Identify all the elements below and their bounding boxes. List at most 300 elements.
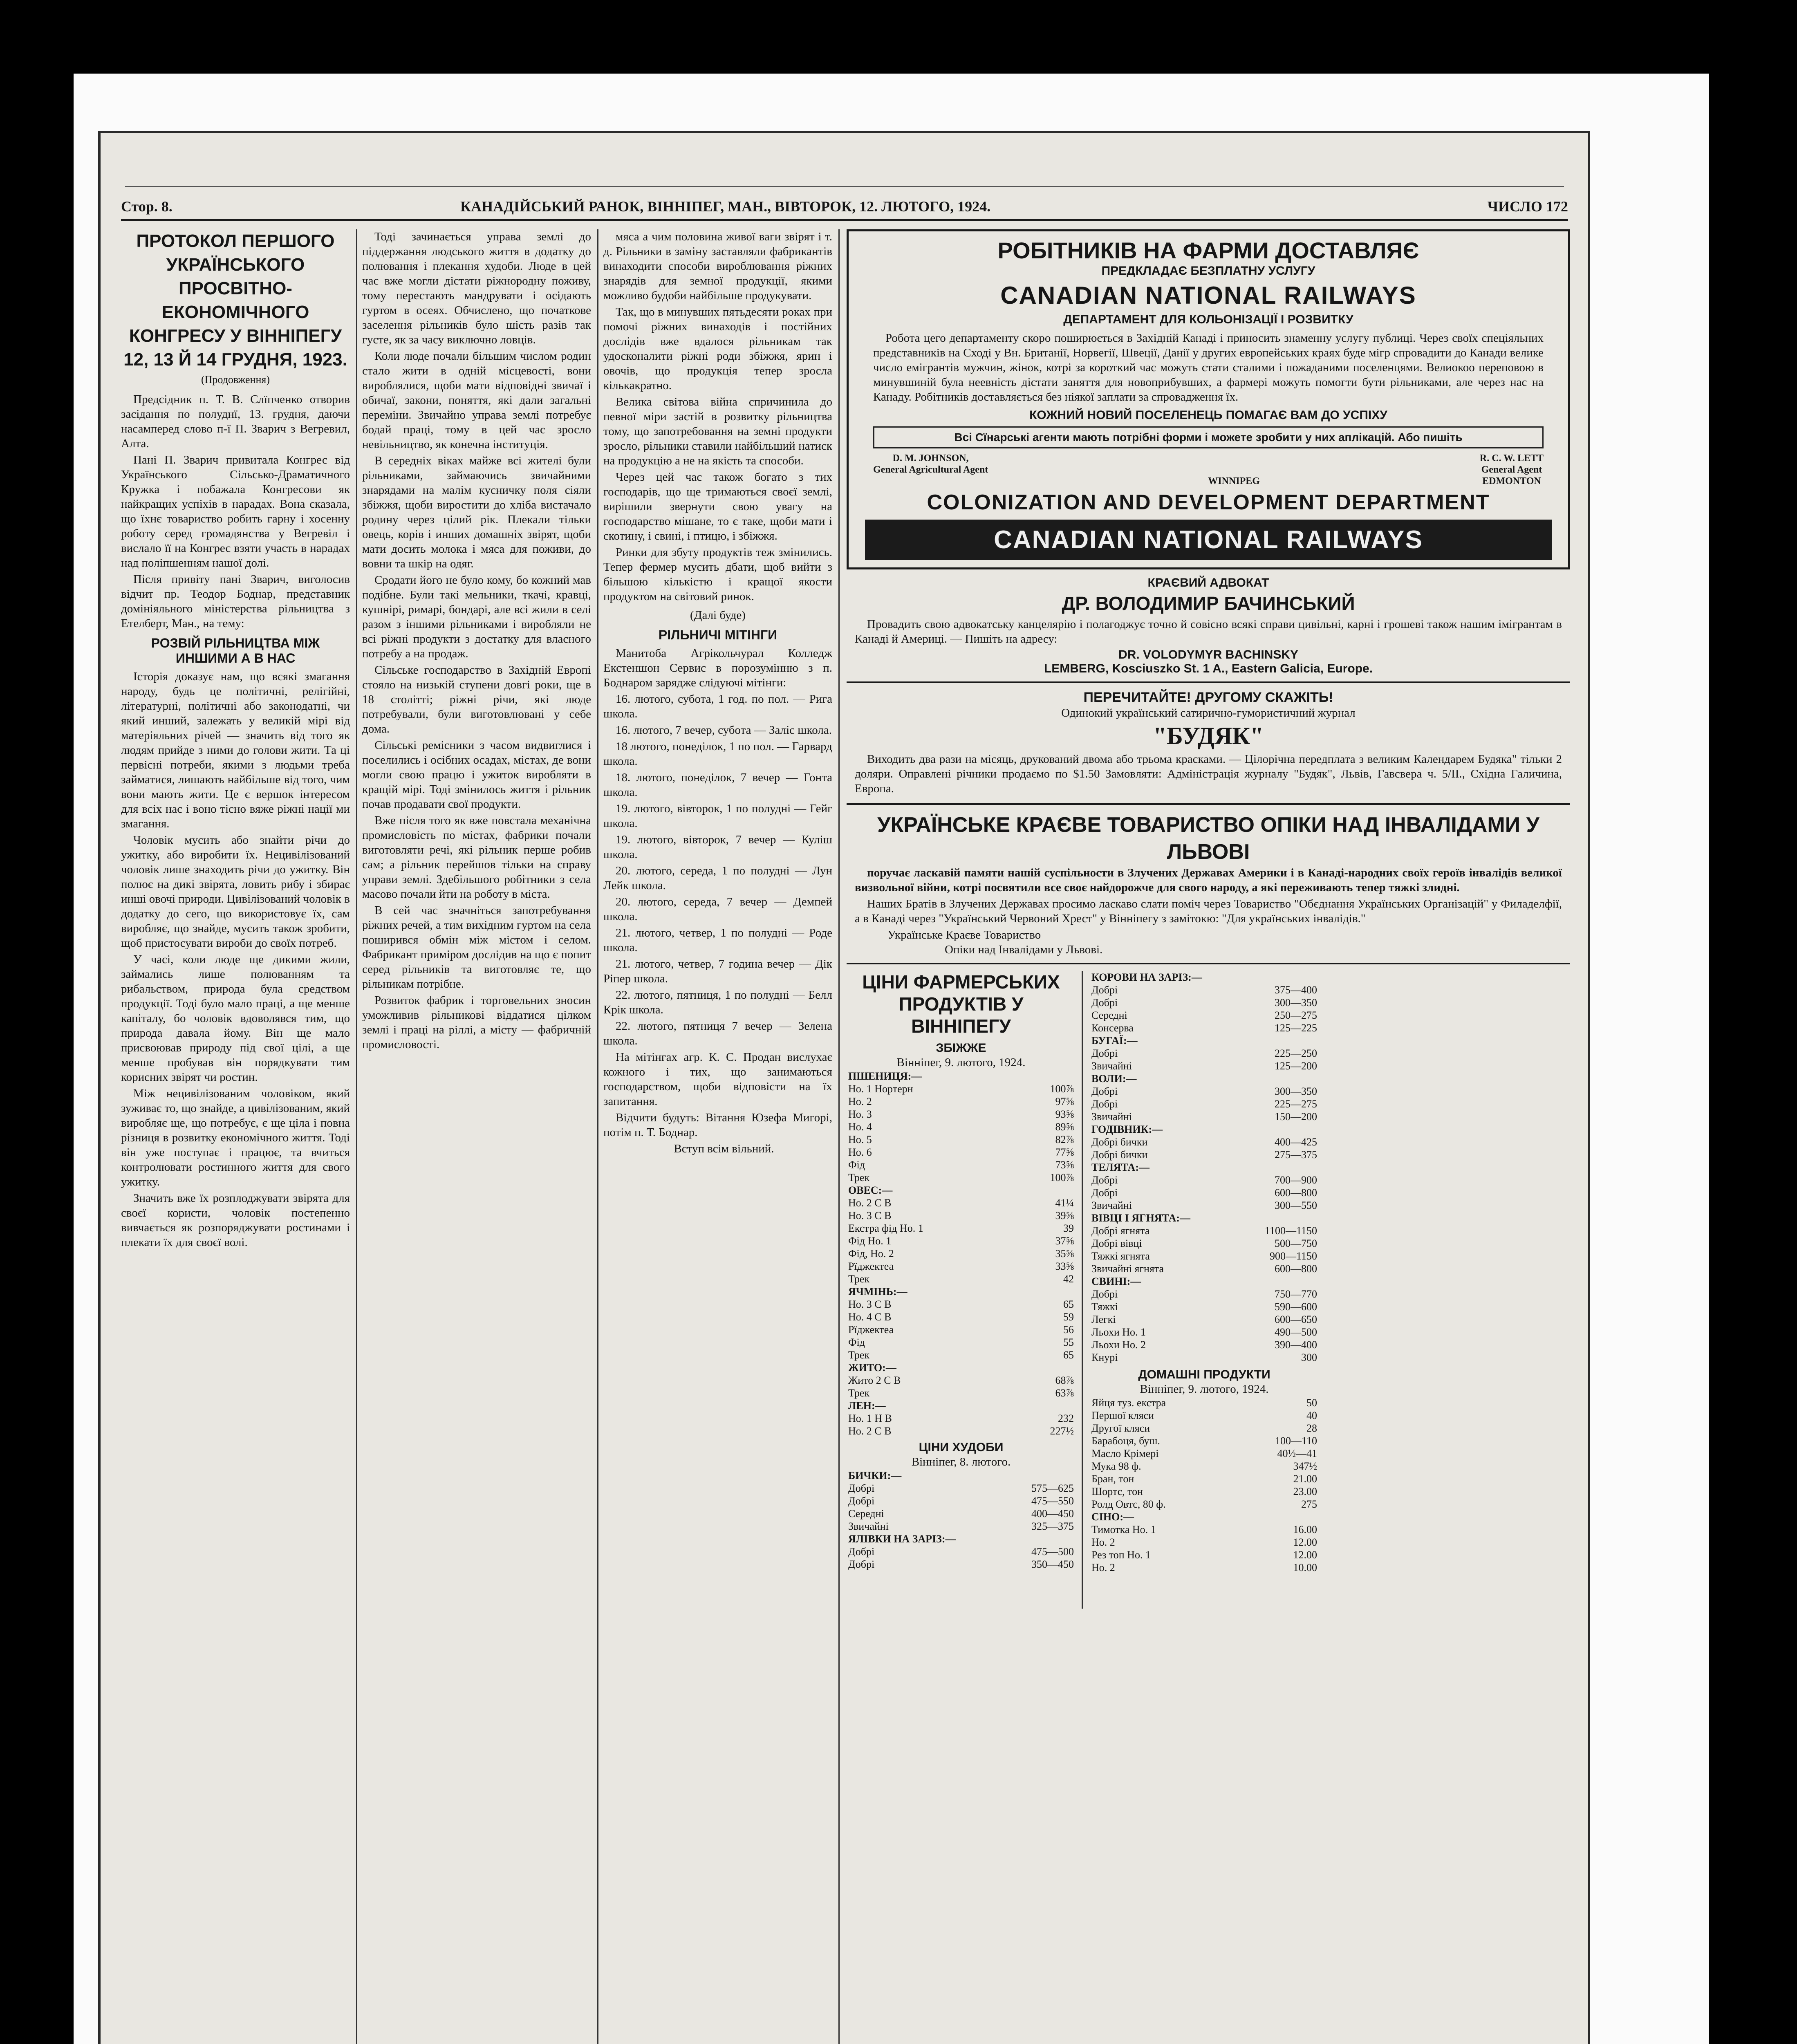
price-item: Масло Крімері [1091,1448,1159,1459]
price-category [1090,1212,1319,1224]
price-category-label: СІНО:— [1091,1511,1134,1523]
price-item: Трек [848,1172,870,1183]
price-item: Тяжкі [1091,1301,1118,1313]
price-row [847,1349,1076,1361]
price-row [1090,1047,1319,1060]
price-row [847,1095,1076,1108]
price-item: Фід, Но. 2 [848,1248,894,1260]
price-row [847,1159,1076,1171]
price-row [1090,1351,1319,1364]
article-title: ПРОТОКОЛ ПЕРШОГО УКРАЇНСЬКОГО ПРОСВІТНО-ЕКОНОМІЧНОГО КОНГРЕСУ У ВІННІПЕГУ 12, 13 Й 14 ГРУДНЯ, 1923. [123,231,347,370]
price-item: Тяжкі ягнята [1091,1250,1150,1262]
meeting-item: 20. лютого, середа, 7 вечер — Демпей школа. [603,895,832,923]
paragraph: На мітінгах агр. К. С. Продан вислухає кожного і тих, що занимаються господарством, щоби відповісти на їх запитання. [603,1051,832,1108]
price-category-label: ВОЛИ:— [1091,1073,1137,1085]
meetings-list [603,692,832,1048]
column-rule [838,229,840,2044]
meeting-item: 21. лютого, четвер, 7 година вечер — Дік Ріпер школа. [603,957,832,985]
price-value: 23.00 [1293,1486,1317,1497]
newspaper-page [98,131,1590,2044]
price-item: Яйця туз. екстра [1091,1397,1166,1409]
price-item: Фід Но. 1 [848,1235,892,1247]
price-value: 600—800 [1275,1263,1317,1275]
paragraph: В середніх віках майже всі жителі були рільниками, займаючись звичайними знарядами на малім кусничку поля сіяли збіжжя, щоби виростити до хліба вистачало родину через цілий рік. Плекали тільки овець, корів і инших домашніх звірят, щоби мати досить молока і мяса для поживи, до вовни та шкір на одяг. [362,454,591,570]
price-item: Но. 3 [848,1108,872,1120]
farm-ad-agents-note: Всі Сїнарські агенти мають потрібні форми і можете зробити у них аплікацій. Або пишіть [873,426,1544,448]
page-header [121,195,1568,221]
price-value: 56 [1063,1324,1074,1336]
farm-ad-subtitle: ПРЕДКЛАДАЄ БЕЗПЛАТНУ УСЛУГУ [1101,264,1315,278]
price-row [847,1209,1076,1222]
column-rule [1082,971,1083,1609]
price-row [1090,1085,1319,1098]
price-value: 42 [1063,1273,1074,1285]
prices-right [1090,971,1319,1574]
price-row [847,1482,1076,1495]
paragraph: Вже після того як вже повстала механічна промисловість по містах, фабрики почали виготовляти речі, які рільник перше робив сам; а рільник перейшов тільки на справу управи землі. Здебільшого робітники з села масово почали йти на роботу в міста. [362,814,591,901]
price-value: 65 [1063,1349,1074,1361]
price-value: 39⅝ [1055,1210,1074,1221]
price-value: 16.00 [1293,1524,1317,1535]
price-item: Но. 4 С В [848,1311,892,1323]
price-row [1090,1498,1319,1511]
price-row [1090,1022,1319,1034]
column-1 [121,229,350,2044]
lawyer-name: ДР. ВОЛОДИМИР БАЧИНСЬКИЙ [1062,593,1355,614]
price-value: 475—550 [1031,1495,1074,1507]
price-row [1090,1199,1319,1212]
price-category-label: БИЧКИ:— [848,1470,902,1481]
meeting-item: 19. лютого, вівторок, 1 по полудні — Гейг школа. [603,802,832,830]
price-category [847,1533,1076,1545]
price-category-label: ПШЕНИЦЯ:— [848,1070,922,1082]
farm-ad-dept: ДЕПАРТАМЕНТ ДЛЯ КОЛЬОНІЗАЦІЇ І РОЗВИТКУ [1063,313,1353,326]
price-row [1090,1447,1319,1460]
price-item: Другої кляси [1091,1422,1150,1434]
price-value: 97⅝ [1055,1096,1074,1107]
column-2 [362,229,591,2044]
price-value: 73⅝ [1055,1159,1074,1171]
price-item: Шортс, тон [1091,1486,1143,1497]
price-item: Звичайні ягнята [1091,1263,1164,1275]
price-row [1090,1148,1319,1161]
farm-ad-dept-en: COLONIZATION AND DEVELOPMENT DEPARTMENT [927,491,1490,514]
price-value: 40½—41 [1277,1448,1317,1459]
price-row [847,1197,1076,1209]
price-value: 41¼ [1055,1197,1074,1209]
price-category-label: ЯЛІВКИ НА ЗАРІЗ:— [848,1533,956,1545]
price-value: 300 [1301,1351,1317,1363]
price-row [1090,1237,1319,1250]
price-item: Звичайні [848,1520,889,1532]
price-row [1090,1009,1319,1022]
price-category-label: ЛЕН:— [848,1400,886,1412]
agent-2: R. C. W. LETT General Agent EDMONTON [1479,453,1544,486]
price-category-label: ОВЕС:— [848,1184,893,1196]
price-value: 300—350 [1275,997,1317,1009]
price-item: Добрі [1091,1288,1118,1300]
invalids-sig-1: Українське Краєве Товариство [887,928,1041,941]
price-row [1090,1460,1319,1472]
price-row [847,1171,1076,1184]
paragraph: Вступ всім вільний. [674,1142,774,1155]
price-row [1090,1060,1319,1072]
price-item: Но. 2 С В [848,1197,892,1209]
price-value: 575—625 [1031,1482,1074,1494]
price-value: 82⅞ [1055,1134,1074,1145]
price-category [847,1070,1076,1083]
meeting-item: 20. лютого, середа, 1 по полудні — Лун Лейк школа. [603,864,832,892]
lawyer-address-1: DR. VOLODYMYR BACHINSKY [1118,648,1299,661]
lawyer-ad [847,576,1570,683]
price-value: 125—225 [1275,1022,1317,1034]
price-row [847,1507,1076,1520]
price-item: Легкі [1091,1313,1116,1325]
price-value: 100⅞ [1050,1172,1074,1183]
price-item: Середні [1091,1009,1127,1021]
price-item: Першої кляси [1091,1410,1154,1421]
price-item: Середні [848,1508,884,1520]
budyak-ad [847,690,1570,805]
price-row [1090,1396,1319,1409]
paragraph: Історія доказує нам, що всякі змагання народу, будь це політичні, релігійні, літературні, політичні або законодатні, чи який инший, залежать у великій мірі від матеріяльних річей — значить від того як людям прийде з ними до голови жити. Та ці первісні потреби, якими з людьми треба займатися, лишають найбільше від того, чим вони мають жити. Це є вершок інтересом для всіх нас і воно тісно вяже ріжні нації ми змагання. [121,670,350,830]
cattle-heading: ЦІНИ ХУДОБИ [919,1441,1004,1454]
meetings-heading: РІЛЬНИЧІ МІТІНГИ [658,628,778,642]
lawyer-address-2: LEMBERG, Kosciuszko St. 1 A., Eastern Galicia, Europe. [1044,662,1373,675]
price-row [847,1558,1076,1571]
price-value: 59 [1063,1311,1074,1323]
masthead: КАНАДІЙСЬКИЙ РАНОК, ВІННІПЕГ, МАН., ВІВТОРОК, 12. ЛЮТОГО, 1924. [460,198,991,215]
price-value: 590—600 [1275,1301,1317,1313]
price-value: 475—500 [1031,1546,1074,1558]
price-row [847,1247,1076,1260]
price-row [847,1222,1076,1235]
price-item: Екстра фід Но. 1 [848,1222,923,1234]
paragraph: У часі, коли люде ще дикими жили, займались лише полюванням та рибальством, природа була средством продукції. Тоді було мало праці, а ще менше капіталу, бо чоловік вдоволявся тим, що природа давала йому. Він ще мало присвоював природу під свої цілі, а ще менше пробував він порядкувати тим корисних звірят чи ростин. [121,953,350,1084]
price-row [847,1146,1076,1159]
invalids-sig-2: Опіки над Інвалідами у Львові. [945,943,1103,956]
price-item: Но. 6 [848,1146,872,1158]
price-category [1090,1275,1319,1288]
paragraph: Коли люде почали більшим числом родин стало жити в одній місцевості, вони вироблялися, щоби мати відповідні звичаї і обичаї, закони, поняття, які дали загальні переміни. Звичайно управа землі потребує бодай праці, тому в цей час зросло невільництво, як конечна інституція. [362,350,591,451]
meeting-item: 21. лютого, четвер, 1 по полудні — Роде школа. [603,926,832,954]
price-item: Добрі [848,1495,875,1507]
price-row [1090,1186,1319,1199]
price-row [1090,1174,1319,1186]
price-item: Но. 5 [848,1134,872,1145]
price-row [847,1412,1076,1425]
grain-price-table [847,1070,1076,1437]
price-item: Добрі [848,1482,875,1494]
price-item: Кнурі [1091,1351,1118,1363]
price-item: Рез топ Но. 1 [1091,1549,1151,1561]
price-value: 50 [1306,1397,1317,1409]
paragraph: Предсідник п. Т. В. Слїпченко отворив засідання по полуднї, 13. грудня, даючи насамперед слово п-ї П. Зварич з Вегревил, Алта. [121,393,350,450]
price-row [1090,984,1319,996]
paragraph: Після привіту пані Зварич, виголосив відчит пр. Теодор Боднар, представник домініяльного міністерства рільництва з Етелберт, Ман., на тему: [121,573,350,630]
price-item: Барабоця, буш. [1091,1435,1160,1447]
paragraph: Через цей час також богато з тих господарів, що ще тримаються своєї землі, вирішили звернути свою увагу на господарство мішане, то є таке, щоби мати і скотину, і свині, і птицю, і збіжжя. [603,471,832,542]
price-value: 77⅝ [1055,1146,1074,1158]
price-value: 600—800 [1275,1187,1317,1199]
price-value: 100⅞ [1050,1083,1074,1095]
ads-area [847,229,1570,2044]
price-value: 750—770 [1275,1288,1317,1300]
price-item: Льохи Но. 2 [1091,1339,1146,1351]
price-item: Льохи Но. 1 [1091,1326,1146,1338]
price-value: 93⅝ [1055,1108,1074,1120]
invalids-title: УКРАЇНСЬКЕ КРАЄВЕ ТОВАРИСТВО ОПІКИ НАД ІНВАЛІДАМИ У ЛЬВОВІ [877,813,1539,864]
price-item: Трек [848,1349,870,1361]
section-heading: РОЗВІЙ РІЛЬНИЦТВА МІЖ ИНШИМИ А В НАС [151,636,320,666]
page-number: Стор. 8. [121,198,173,215]
price-category [847,1285,1076,1298]
price-value: 63⅞ [1055,1387,1074,1399]
price-value: 900—1150 [1269,1250,1317,1262]
price-category-label: ТЕЛЯТА:— [1091,1161,1149,1173]
price-item: Ролд Овтс, 80 ф. [1091,1498,1166,1510]
price-item: Добрі бички [1091,1136,1148,1148]
paragraph: Велика світова війна спричинила до певної міри застій в розвитку рільництва тому, що запотребовання на земні продукти зросло, рільники ставили найбільший натиск на продукцію а не на якість та способи. [603,395,832,467]
grain-date: Вінніпег, 9. лютого, 1924. [896,1056,1026,1069]
price-row [847,1298,1076,1311]
price-category-label: ГОДІВНИК:— [1091,1123,1163,1135]
price-category [847,1184,1076,1197]
issue-number: ЧИСЛО 172 [1487,198,1568,215]
price-row [847,1374,1076,1387]
grain-heading: ЗБІЖЖЕ [936,1041,986,1055]
meetings-intro: Манитоба Агрікольчурал Колледж Екстеншон Сервис в порозумінню з п. Боднаром зарядже слідуючі мітінги: [603,647,832,689]
paragraph: Сільське господарство в Західній Европі стояло на низькій ступени довгі роки, ще в 18 столітті; ріжні річи, які люде потребували, були виготовлювані у себе дома. [362,663,591,735]
farm-ad-text: Робота цего департаменту скоро поширюється в Західній Канаді і приносить знаменну услугу публиці. Через своїх спеціяльних представників на Сході у Вн. Британії, Норвегії, Швеції, Данії у других европейських краях буде мігр спровадити до Канади велике число емігрантів мужчин, жінок, котрі за короткий час можуть стати сталими і пожаданими поселенцями. Велиокоо переповою в минувшиній була неевність дістати заняття для новоприбувших, а фармері можуть помогти бути рільниками, але через нас на Канаду. Робітників доставляється без ніякої заплати за спровадження їх. [873,332,1544,403]
paragraph: Так, що в минувших пятьдесяти роках при помочі ріжних винаходів і постійних дослідів вже вдалося рільникам так удосконалити ріжні роди збіжжя, ярин і овочів, що продукція тепер зросла кількакратно. [603,305,832,392]
price-category [1090,1034,1319,1047]
price-category-label: СВИНІ:— [1091,1275,1141,1287]
paragraph: Ринки для збуту продуктів теж змінились. Тепер фермер мусить дбати, щоб вийти з більшою кількістю і кращої якости продуктом на світовий ринок. [603,546,832,603]
price-item: Звичайні [1091,1060,1132,1072]
price-item: Добрі [1091,1174,1118,1186]
price-value: 275 [1301,1498,1317,1510]
price-item: Рїджектеа [848,1324,894,1336]
lawyer-text: Провадить свою адвокатську канцелярію і полагоджує точно й совісно всякі справи цивільні, карні і грошеві також нашим імігрантам в Канаді й Америці. — Пишіть на адресу: [855,618,1562,645]
price-item: Добрі [1091,1085,1118,1097]
price-row [1090,1338,1319,1351]
price-value: 300—550 [1275,1199,1317,1211]
price-value: 40 [1306,1410,1317,1421]
article-subtitle: (Продовження) [201,374,270,385]
price-category [847,1399,1076,1412]
price-item: Но. 2 [848,1096,872,1107]
price-item: Добрі ягнята [1091,1225,1150,1237]
price-category [1090,1123,1319,1136]
price-category [1090,1161,1319,1174]
price-value: 37⅝ [1055,1235,1074,1247]
price-item: Но. 2 С В [848,1425,892,1437]
price-value: 68⅞ [1055,1374,1074,1386]
price-value: 400—450 [1031,1508,1074,1520]
price-category [847,1469,1076,1482]
price-item: Бран, тон [1091,1473,1134,1485]
price-row [1090,1288,1319,1300]
prices-left [847,971,1076,1571]
price-value: 325—375 [1031,1520,1074,1532]
price-item: Добрі вівці [1091,1237,1142,1249]
price-item: Добрі [1091,984,1118,996]
price-value: 700—900 [1275,1174,1317,1186]
continued-note: (Далі буде) [690,609,746,622]
farm-ad-company: CANADIAN NATIONAL RAILWAYS [1000,282,1416,309]
lower-section [847,971,1570,1621]
paragraph: Розвиток фабрик і торговельних зносин уможливив рільникові віддатися цілком землі і праці на ріллі, а місту — фабричній промисловості. [362,994,591,1051]
price-value: 33⅝ [1055,1260,1074,1272]
price-value: 225—250 [1275,1047,1317,1059]
column-rule [356,229,357,2044]
price-item: Добрі [848,1558,875,1570]
price-row [1090,1523,1319,1536]
paragraph: Чоловік мусить або знайти річи до ужитку, або виробити їх. Нецивілізований чоловік лише знаходить річи до ужитку. Він полює на дикі звірята, ловить рибу і збирає инші овочі природи. Цивілізований чоловік в додатку до сего, що використовує їх, сам виробляє, що знайде, мусить також зробити, щоб пристосувати вироби до своїх потреб. [121,834,350,950]
paragraph: В сей час значніться запотребування ріжних речей, а тим вихідним гуртом на села поширився обмін між містом і селом. Фабрикант приміром дослідив на що є попит серед рільників та виготовляє те, що рільникам потрібне. [362,904,591,991]
cattle-date: Вінніпег, 8. лютого. [911,1455,1011,1468]
price-item: Мука 98 ф. [1091,1460,1141,1472]
price-value: 300—350 [1275,1085,1317,1097]
price-value: 35⅝ [1055,1248,1074,1260]
price-row [1090,1326,1319,1338]
price-row [1090,1409,1319,1422]
price-item: Фід [848,1336,865,1348]
cattle-price-table [847,1469,1076,1571]
meeting-item: 22. лютого, пятниця, 1 по полудні — Белл Крік школа. [603,988,832,1016]
price-item: Но. 2 [1091,1536,1115,1548]
paragraph: Значить вже їх розплоджувати звірята для своєї користи, чоловік постепенно вивчається як розпоряджувати ростинами і плекати їх для своєї волі. [121,1192,350,1249]
price-value: 1100—1150 [1264,1225,1317,1237]
price-value: 55 [1063,1336,1074,1348]
price-item: Консерва [1091,1022,1134,1034]
price-row [1090,1136,1319,1148]
price-row [1090,1549,1319,1561]
price-row [1090,1300,1319,1313]
price-row [1090,1561,1319,1574]
farm-ad-title: РОБІТНИКІВ НА ФАРМИ ДОСТАВЛЯЄ [997,238,1419,263]
price-category-label: ЖИТО:— [848,1362,896,1374]
price-item: Но. 2 [1091,1562,1115,1573]
price-value: 21.00 [1293,1473,1317,1485]
price-row [1090,1536,1319,1549]
price-item: Добрі [1091,997,1118,1009]
agent-1: D. M. JOHNSON, General Agricultural Agent [873,453,988,475]
price-item: Добрі бички [1091,1149,1148,1161]
price-row [847,1273,1076,1285]
price-row [847,1425,1076,1437]
price-row [847,1108,1076,1121]
price-item: Звичайні [1091,1199,1132,1211]
price-value: 275—375 [1275,1149,1317,1161]
price-category-label: КОРОВИ НА ЗАРІЗ:— [1091,971,1202,983]
price-row [1090,1262,1319,1275]
budyak-title: "БУДЯК" [1153,722,1264,749]
price-value: 28 [1306,1422,1317,1434]
price-value: 225—275 [1275,1098,1317,1110]
meeting-item: 16. лютого, субота, 1 год. по пол. — Рига школа. [603,693,832,720]
meeting-item: 18 лютого, понеділок, 1 по пол. — Гарвард школа. [603,740,832,768]
price-row [1090,1485,1319,1498]
price-item: Тимотка Но. 1 [1091,1524,1156,1535]
price-category-label: ВІВЦІ І ЯГНЯТА:— [1091,1212,1191,1224]
price-item: Но. 3 С В [848,1210,892,1221]
price-row [847,1121,1076,1133]
price-value: 89⅝ [1055,1121,1074,1133]
home-price-table [1090,1396,1319,1574]
price-value: 10.00 [1293,1562,1317,1573]
farm-ad-agents [873,453,1544,487]
price-row [847,1495,1076,1507]
price-row [1090,1434,1319,1447]
column-3 [603,229,832,2044]
price-row [1090,1472,1319,1485]
price-value: 375—400 [1275,984,1317,996]
price-category [1090,1072,1319,1085]
price-row [847,1260,1076,1273]
price-item: Добрі [848,1546,875,1558]
price-category-label: ЯЧМІНЬ:— [848,1286,907,1298]
farm-ad [847,229,1570,569]
meeting-item: 18. лютого, понеділок, 7 вечер — Гонта школа. [603,771,832,799]
price-item: Но. 1 Нортерн [848,1083,913,1095]
price-item: Добрі [1091,1187,1118,1199]
price-category [1090,971,1319,984]
price-value: 227½ [1050,1425,1074,1437]
price-value: 12.00 [1293,1536,1317,1548]
price-row [847,1311,1076,1323]
paragraph: Тоді зачинається управа землі до піддержання людського життя в додатку до полювання і плекання худоби. Люде в цей час вже могли дістати ріжнородну поживу, тому перестають мандрувати і осідають гуртом в осеях. Обчислено, що початкове заселення рільників було шість разів так густе, як за часу виключно ловців. [362,230,591,346]
price-item: Добрі [1091,1047,1118,1059]
price-value: 250—275 [1275,1009,1317,1021]
price-value: 600—650 [1275,1313,1317,1325]
price-value: 39 [1063,1222,1074,1234]
price-item: Но. 1 Н В [848,1412,892,1424]
meeting-item: 16. лютого, 7 вечер, субота — Заліс школа. [616,724,832,737]
price-value: 65 [1063,1298,1074,1310]
price-value: 100—110 [1275,1435,1317,1447]
livestock-price-table [1090,971,1319,1364]
cnr-logo: CANADIAN NATIONAL RAILWAYS [865,520,1552,560]
price-category [847,1361,1076,1374]
agent-city: WINNIPEG [1208,476,1260,486]
price-row [1090,1422,1319,1434]
price-item: Фід [848,1159,865,1171]
budyak-line: Одинокий український сатирично-гумористичний журнал [1061,706,1356,719]
budyak-top: ПЕРЕЧИТАЙТЕ! ДРУГОМУ СКАЖІТЬ! [1083,690,1333,705]
price-value: 232 [1058,1412,1074,1424]
price-value: 490—500 [1275,1326,1317,1338]
price-category-label: БУГАЇ:— [1091,1035,1138,1047]
price-value: 390—400 [1275,1339,1317,1351]
price-row [847,1520,1076,1533]
paragraph: Між нецивілізованим чоловіком, який зуживає то, що знайде, а цивілізованим, який виробляє ще, що потребує, є ще ціла і повна різниця в розвитку економічного життя. Тоді він уже поступає і працює, та вчиться контролювати ростинного життя для свого ужитку. [121,1087,350,1188]
price-item: Трек [848,1387,870,1399]
price-row [847,1235,1076,1247]
price-row [1090,1110,1319,1123]
price-item: Звичайні [1091,1111,1132,1123]
paragraph: Сільські ремісники з часом видвиглися і поселились і осібних осадах, містах, де вони могли свою працю і ужиток виробляти в кращій мірі. Тоді змінилось життя і рільник почав продавати свої продукти. [362,739,591,811]
paragraph: Пані П. Зварич привитала Конгрес від Українського Сільсько-Драматичного Кружка і побажала Конгресови як найкращих успіхів в нарадах. Вона сказала, що їхнє товариство робить гарну і хосенну роботу серед громадянства у Вегревіл і вислало її на Конгрес взяти участь в нарадах над поліпшенням нашої долі. [121,453,350,569]
price-value: 350—450 [1031,1558,1074,1570]
price-value: 125—200 [1275,1060,1317,1072]
price-row [847,1133,1076,1146]
budyak-text: Виходить два рази на місяць, друкований двома або трьома красками. — Цілорічна передплата з великим Календарем Будяка" тільки 2 доляри. Оправлені річники продаємо по $1.50 Замовляти: Адміністрація журналу "Будяк", Львів, Гавсвера ч. 5/II., Східна Галичина, Европа. [855,753,1562,795]
price-item: Трек [848,1273,870,1285]
price-value: 500—750 [1275,1237,1317,1249]
farm-ad-slogan: КОЖНИЙ НОВИЙ ПОСЕЛЕНЕЦЬ ПОМАГАЄ ВАМ ДО УСПІХУ [1029,408,1387,422]
